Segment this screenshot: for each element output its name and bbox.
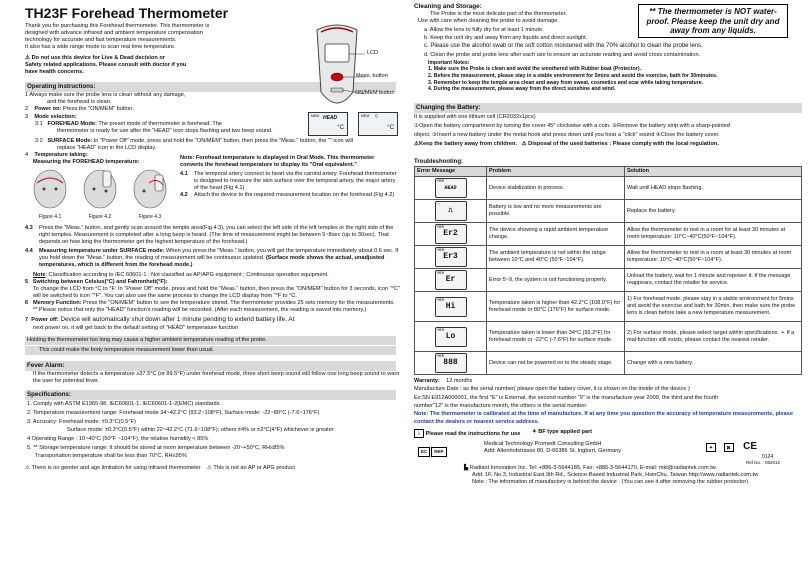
spec-item: 3. Accuracy: Forehead mode: ±0.3°C(0.5°F) [27, 418, 136, 425]
battery-section [414, 113, 802, 149]
manufacturer-info [464, 465, 758, 486]
cleaning-item: c. Please use the alcohol swab or the soft cotton moistened with the 70% alcohol to clean the probe lens. [424, 43, 703, 50]
problem-cell: Battery is low and no more measurements are possible. [487, 200, 625, 223]
table-row [415, 223, 802, 246]
battery-warning-1: ⚠Keep the battery away from children. [414, 140, 517, 147]
manufacturer-line [464, 465, 758, 472]
step-4-1 [180, 171, 400, 192]
step-text-body: Press the "ON/MEM" button to see the temperature stored. The thermometer provides 25 sets memory for the measurements. ** Please notice that only the "HEAD" function's reading will be recorded. (After each measurement, the reading is saved into memory.) [33, 300, 395, 314]
warranty-line: number"12" is the manufacture month, the others is the serial number [414, 402, 587, 409]
read-instructions [414, 429, 520, 438]
step-num: 4 [25, 152, 29, 159]
table-header-row [415, 167, 802, 177]
step-text-body: When you press the "Meas." button, you will get the temperature immediately about 0.6 sec. If you hold down the "Meas." button, the reading of measurement will be continuous updated. [39, 248, 399, 262]
person-icon: ✦ [532, 429, 537, 435]
step-num: 3 [25, 113, 29, 120]
lcd-icon: MEM Er [435, 270, 467, 290]
step-num: 4.1 [180, 170, 188, 177]
error-display [415, 292, 487, 322]
table-row [415, 246, 802, 269]
step-num: 4.2 [180, 192, 188, 199]
table-row [415, 269, 802, 292]
step-num: 3.1 [35, 120, 43, 127]
ec-icon: EC [418, 447, 430, 457]
step-text: The preset mode of thermometer is forehead. The [96, 120, 222, 127]
spec-item: 2. Temperature measurement range: Forehead mode 34~42.2°C (93.2~108°F), Surface mode: -22~80°C (-7.6~176°F) [27, 409, 320, 416]
right-column [404, 0, 808, 578]
note-text: : Classification according to IEC 60601-1 : Not classified as AP/APG equipment ; Continuous operation equipment. [45, 271, 329, 278]
warranty-line: Ex:SN E912A000001, the first "E" is External, the second number "9" is the manufacture year 2009, the third and the fourth [414, 394, 719, 401]
error-code: Er [445, 275, 456, 285]
warning-line: Do not use this device for Live & Dead decision or [31, 54, 165, 61]
step-1b: and the forehead is clean. [47, 99, 112, 106]
warranty-line: Manufacture Date : as the serial number( please open the battery cover, it is shown on the inside of the device ) [414, 386, 690, 393]
baby-head-icon [129, 167, 171, 211]
rep-icon: REP [431, 447, 446, 457]
battery-warning-2: ⚠ Disposal of the used batteries : Please comply with the local regulation. [521, 140, 719, 147]
spec-foot: This is not an AP or APG product [213, 464, 295, 471]
lcd-label: LCD [367, 50, 379, 56]
lcd-surface-display [358, 112, 398, 136]
step-num: 7 [25, 317, 29, 324]
spec-item: 1. Comply with ASTM E1965-98, IEC60601-1, IEC60601-1-2(EMC) standards. [27, 401, 222, 408]
step-text: The temporal artery connect to heart via the carotid artery. Forehead thermometer is designed to measure the skin surface over the temporal artery, the major artery of the head (Fig 4.1) [194, 170, 397, 192]
intro-line: designed with advance infrared and ambient temperature compensation [25, 30, 203, 37]
symbols-and-company [414, 429, 802, 509]
important-notes [414, 60, 802, 93]
step-num: 5 [25, 278, 29, 285]
step-6 [25, 300, 400, 314]
fever-text: If the thermometer detects a temperature ≥37.5°C (or 99.5°F) under forehead mode, three short beep sound will follow one long beep sound to warn the user for potential fever. [33, 371, 400, 385]
spec-foot: There is no gender and age limitation for using infrared thermometer [31, 464, 201, 471]
spec-item: Transportation temperature shall be less than 70°C, RH≤95% [35, 453, 187, 460]
manufacturer-address: Add: 1F, No.3, Industrial East 9th Rd., Science-Based Industrial Park, HsinChu, Taiwan http://www.radiantek.com.tw [472, 472, 759, 479]
cleaning-item: b. Keep the unit dry and away from any liquids and direct sunlight. [424, 34, 588, 41]
spec-item: Surface mode: ±0.3°C(0.5°F) within 22~42.2°C (71.6~108°F); others ±4% or ±2°C(4°F) whichever is greater [67, 427, 334, 434]
specs-list [25, 400, 396, 461]
bf-type [532, 429, 592, 436]
battery-line: ①Open the battery compartment by turning the cover 45° clockwise with a coin. ②Remove the battery strip with a sharp-pointed [414, 122, 731, 129]
battery-warning [414, 140, 802, 149]
error-display [415, 177, 487, 200]
warning-icon: ⚠ [25, 54, 31, 61]
lcd-unit: °C [337, 125, 344, 132]
step-3-2b: replace "HEAD" icon in the LCD display. [57, 145, 157, 152]
bf-text: BF type applied part [538, 429, 593, 435]
error-code: Hi [445, 301, 456, 311]
note-label: Note [33, 271, 46, 278]
solution-cell: Change with a new battery. [625, 352, 802, 375]
warning-block [25, 55, 325, 76]
step-4-notes [180, 155, 400, 200]
troubleshooting-heading: Troubleshooting: [414, 158, 463, 165]
error-code: Er2 [443, 229, 458, 239]
book-icon: i [414, 429, 424, 438]
figure-caption: Figure 4.1 [38, 213, 62, 220]
cleaning-item: a. Allow the lens to fully dry for at least 1 minute. [424, 26, 544, 33]
important-item: 1. Make sure the Probe is clean and avoid the smothered with Rubber boat (Protector). [428, 66, 642, 73]
step-label: Memory Function: [33, 300, 82, 307]
important-item: 2. Before the measurement, please stay in a stable environment for 5mins and avoid the exercise, bath for 30minutes. [428, 72, 718, 79]
step-4-2 [180, 192, 400, 199]
step-label: Switching between Celsius(°C) and Fahrenheit(°F): [32, 278, 168, 285]
solution-cell: 2) For surface mode, please select target within specifications. ➢ If a mal-function still exists, please contact the nearest retailer. [625, 322, 802, 352]
highlight-warning-2: This could make the body temperature measurement lower than usual. [25, 346, 396, 355]
problem-cell: Error 5~9, the system is not functioning properly. [487, 269, 625, 292]
factory-icon: ▙ [464, 465, 469, 471]
step-num: 4.3 [25, 224, 33, 231]
solution-cell: Replace the battery. [625, 200, 802, 223]
baby-head-icon [29, 167, 71, 211]
operating-instructions-heading: Operating Instructions: [25, 82, 396, 92]
error-code: Lo [445, 331, 456, 341]
intro [25, 23, 325, 76]
lcd-mem: MEM [361, 114, 370, 119]
page-title: TH23F Forehead Thermometer [25, 5, 229, 21]
cleaning-intro-1: The Probe is the most delicate part of the thermometer. [430, 11, 567, 18]
step-label: Temperature taking: [34, 152, 88, 159]
error-code: Er3 [443, 252, 458, 262]
step-3-1b: thermometer is ready for use after the "HEAD" icon stops flashing and two beep sound. [57, 127, 273, 134]
step-text [39, 248, 400, 269]
figure-4-3 [129, 167, 171, 220]
surface-icon: ⌔ [374, 114, 379, 121]
step-label: Power on: [34, 106, 62, 113]
solution-cell: Allow the thermometer to rest in a room at least 30 minutes at room temperature: 10°C~40°C(50°F~104°F). [625, 246, 802, 269]
ec-rep-badge [418, 447, 447, 457]
problem-cell: The device showing a rapid ambient temperature change. [487, 223, 625, 246]
forehead-note-2: converts the forehead temperature to display its "Oral equivalent." [180, 161, 357, 168]
step-4-3 [25, 225, 400, 246]
warranty-value: 12 months [446, 378, 473, 385]
spec-item: 4 Operating Range : 10~40°C (50°F ~104°F), the relative humidity < 85% [27, 435, 209, 442]
forehead-note: Note: Forehead temperature is displayed in Oral Mode. This thermometer [180, 154, 375, 161]
figure-4-2 [79, 167, 121, 220]
ec-company: Medical Technology Promedt Consulting GmbH [484, 441, 602, 447]
warning-line: have health concerns. [25, 68, 84, 75]
manufacturer-note: Note : The information of manufactory is behind the device . (You can see it after removing the rubber protector) [472, 479, 749, 486]
lcd-icon: MEM Hi [435, 297, 467, 317]
cleaning-item: d. Clean the probe and probe lens after each use to ensure an accurate reading and avoid cross contamination. [424, 52, 701, 59]
lcd-icon: MEM Er3 [435, 247, 467, 267]
step-7b: next power on, it will get back to the default setting of "HEAD" temperature function [33, 324, 239, 331]
problem-cell: The ambient temperature is not within the range between 10°C and 40°C (50°F~104°F). [487, 246, 625, 269]
battery-low-icon: ⎍ [448, 207, 453, 215]
important-item: 4. During the measurement, please away from the direct sunshine and wind. [428, 86, 616, 93]
solution-cell: 1) For forehead mode, please stay in a stable environment for 5mins and avoid the exercise and bath for 30min, then make sure the probe lens is clean before take a new temperature measurement. [625, 292, 802, 322]
figure-4-1 [29, 167, 71, 220]
error-display [415, 223, 487, 246]
step-text: Attach the device to the required measurement location on the forehead (Fig 4.2) [194, 192, 395, 199]
error-display [415, 200, 487, 223]
column-header: Problem [487, 167, 625, 177]
ref-number: Ref No. : 082012 [746, 460, 781, 466]
table-row [415, 352, 802, 375]
weee-bin-icon: ⊠ [724, 443, 734, 452]
battery-line: object. ③Insert a new battery under the metal hook and press down until you hear a "click" sound ④Close the battery cover. [414, 131, 720, 138]
step-7 [25, 316, 396, 324]
table-row [415, 177, 802, 200]
step-4-4 [25, 248, 400, 269]
step-label: SURFACE Mode: [47, 137, 93, 144]
warning-line: Safety related applications. Please consult with doctor if you [25, 61, 187, 68]
step-label: Power off: [31, 317, 59, 324]
step-text [33, 300, 400, 314]
bf-icon: ✦ [706, 443, 716, 452]
baby-head-icon [79, 167, 121, 211]
ec-rep-info [484, 441, 621, 455]
step-num: 2 [25, 106, 29, 113]
step-text: Press the "Meas." button, and gently scan around the temple area(Fig.4.3), you can select the left side of the left temples or the right side of the right temples. Measurement is completed after a long beep is heard. (The time of measurement might be between 5~8sec (up to 30sec). That depends on how long the thermometer get the highest temperature of the forehead.) [39, 224, 394, 245]
solution-cell: Unload the battery, wait for 1 minute and repower it. If the message reappears, contact the retailer for service. [625, 269, 802, 292]
figure-caption: Figure 4.3 [138, 213, 162, 220]
warning-icon: ⚠ [25, 464, 31, 471]
table-row [415, 322, 802, 352]
lcd-forehead-display [308, 112, 348, 136]
warranty-label: Warranty: [414, 378, 440, 385]
waterproof-note: ** The thermometer is NOT water-proof. Please keep the unit dry and away from any liquids. [638, 4, 788, 38]
battery-line: It is supplied with one lithium cell (CR2032x1pcs) [414, 113, 536, 120]
step-label: FOREHEAD Mode: [47, 120, 97, 127]
warranty-section [414, 377, 802, 426]
intro-line: technology for accurate and fast temperature measurements. [25, 37, 177, 44]
ce-mark: CE [743, 441, 758, 452]
lcd-icon: ▭ ⎍ [435, 201, 467, 221]
important-item: 3. Remember to keep the temple area clean and away from sweat, cosmetics and scar while taking temperature. [428, 79, 704, 86]
step-text-bold: (Surface mode shows the actual, unadjusted temperatures, which is different from the forehead mode.) [39, 255, 385, 269]
error-display [415, 352, 487, 375]
lcd-head: HEAD [323, 115, 338, 122]
calibration-note: Note: The thermometer is calibrated at the time of manufacture. If at any time you question the accuracy of temperature measurements, please contact the dealers or nearest service address. [414, 410, 793, 425]
meas-button-label: Meas. button [356, 73, 388, 79]
intro-line: It also has a wide range mode to scan real time temperature. [25, 44, 176, 51]
error-display [415, 246, 487, 269]
table-row [415, 200, 802, 223]
solution-cell: Wait until HEAD stops flashing. [625, 177, 802, 200]
step-4-sub: Measuring the FOREHEAD temperature: [33, 159, 140, 166]
table-row [415, 292, 802, 322]
problem-cell: Device can not be powered on to the steady stage. [487, 352, 625, 375]
troubleshooting-table [414, 166, 802, 375]
lcd-icon: MEM HEAD [435, 178, 467, 198]
solution-cell: Allow the thermometer to rest in a room for at least 30 minutes at room temperature: 10°C~40°C(50°F~104°F). [625, 223, 802, 246]
column-header: Error Message [415, 167, 487, 177]
important-heading: Important Notes: [428, 59, 470, 66]
onmem-button-label: ON/MEM button [355, 90, 395, 96]
step-num: 4.4 [25, 248, 33, 255]
cleaning-intro-2: Use with care when cleaning the probe to avoid damage. [418, 18, 559, 25]
warranty-line [414, 377, 802, 385]
step-label: Measuring temperature under SURFACE mode: [39, 248, 165, 255]
highlight-warning: Holding the thermometer too long may cause a higher ambient temperature reading of the probe. [25, 336, 396, 345]
step-text: Press the "ON/MEM" button. [61, 106, 134, 113]
battery-heading: Changing the Battery: [414, 103, 802, 113]
specs-heading: Specifications: [25, 390, 396, 400]
spec-item: 5. ** Storage temperature range: It should be stored at room temperature between -20~+50°C, RH≤85% [27, 444, 285, 451]
lcd-head: HEAD [444, 185, 457, 192]
figure-caption: Figure 4.2 [88, 213, 112, 220]
warning-icon: ⚠ [206, 464, 212, 471]
ec-address: Add: Altenhofstrasse 80, D-66386 St. Ingbert, Germany [484, 448, 622, 455]
step-text: To change the LCD from °C to °F: In "Power Off" mode, press and hold the "Meas." button, then press the "ON/MEM" button for 3 seconds, icon "°C" will be switched to icon "°F". You can also use the same process to change the LCD display from "°F to °C. [33, 285, 400, 299]
step-3-2 [25, 138, 396, 145]
lcd-mem: MEM [311, 114, 320, 119]
lcd-unit: °C [387, 125, 394, 132]
step-text: In "Power Off" mode, press and hold the "ON/MEM" button, then press the "Meas." button, the "" icon will [92, 137, 353, 144]
specs-footer [25, 465, 396, 472]
error-display [415, 269, 487, 292]
lcd-icon: MEM Lo [435, 327, 467, 347]
step-5 [25, 279, 400, 300]
column-header: Solution [625, 167, 802, 177]
instructions-text: Please read the instructions for use [425, 430, 521, 437]
error-code: 888 [443, 358, 458, 368]
operating-instructions [25, 92, 400, 355]
problem-cell: Temperature taken is higher than 42.2°C (108.0°F) for forehead mode or 80°C (176°F) for surface mode. [487, 292, 625, 322]
lcd-icon: MEM 888 [435, 353, 467, 373]
classification-note [25, 272, 396, 279]
problem-cell: Device stabilization in process. [487, 177, 625, 200]
intro-line: Thank you for purchasing this Forehead thermometer. This thermometer is [25, 23, 210, 29]
compliance-marks [706, 441, 796, 466]
lcd-icon: MEM Er2 [435, 224, 467, 244]
step-num: 3.2 [35, 137, 43, 144]
cleaning-heading: Cleaning and Storage: [414, 3, 482, 10]
step-text: Device will automatically shut down after 1 minute pending to extend battery life. At [58, 316, 295, 324]
ce-number: 0124 [762, 453, 774, 460]
step-num: 6 [25, 300, 29, 307]
manufacturer-text: Radiant Innovation Inc. Tel: +886-3-5644185, Fax: +886-3-5644170, E-mail: mkt@radiantek.com.tw [469, 465, 716, 471]
error-display [415, 322, 487, 352]
problem-cell: Temperature taken is lower than 34°C (93.2°F) for forehead mode or -22°C (-7.6°F) for surface mode. [487, 322, 625, 352]
fever-heading: Fever Alarm: [25, 361, 396, 371]
step-label: Mode selection: [34, 113, 77, 120]
step-1: 1 Always make sure the probe lens is clean without any damage, [25, 92, 186, 99]
